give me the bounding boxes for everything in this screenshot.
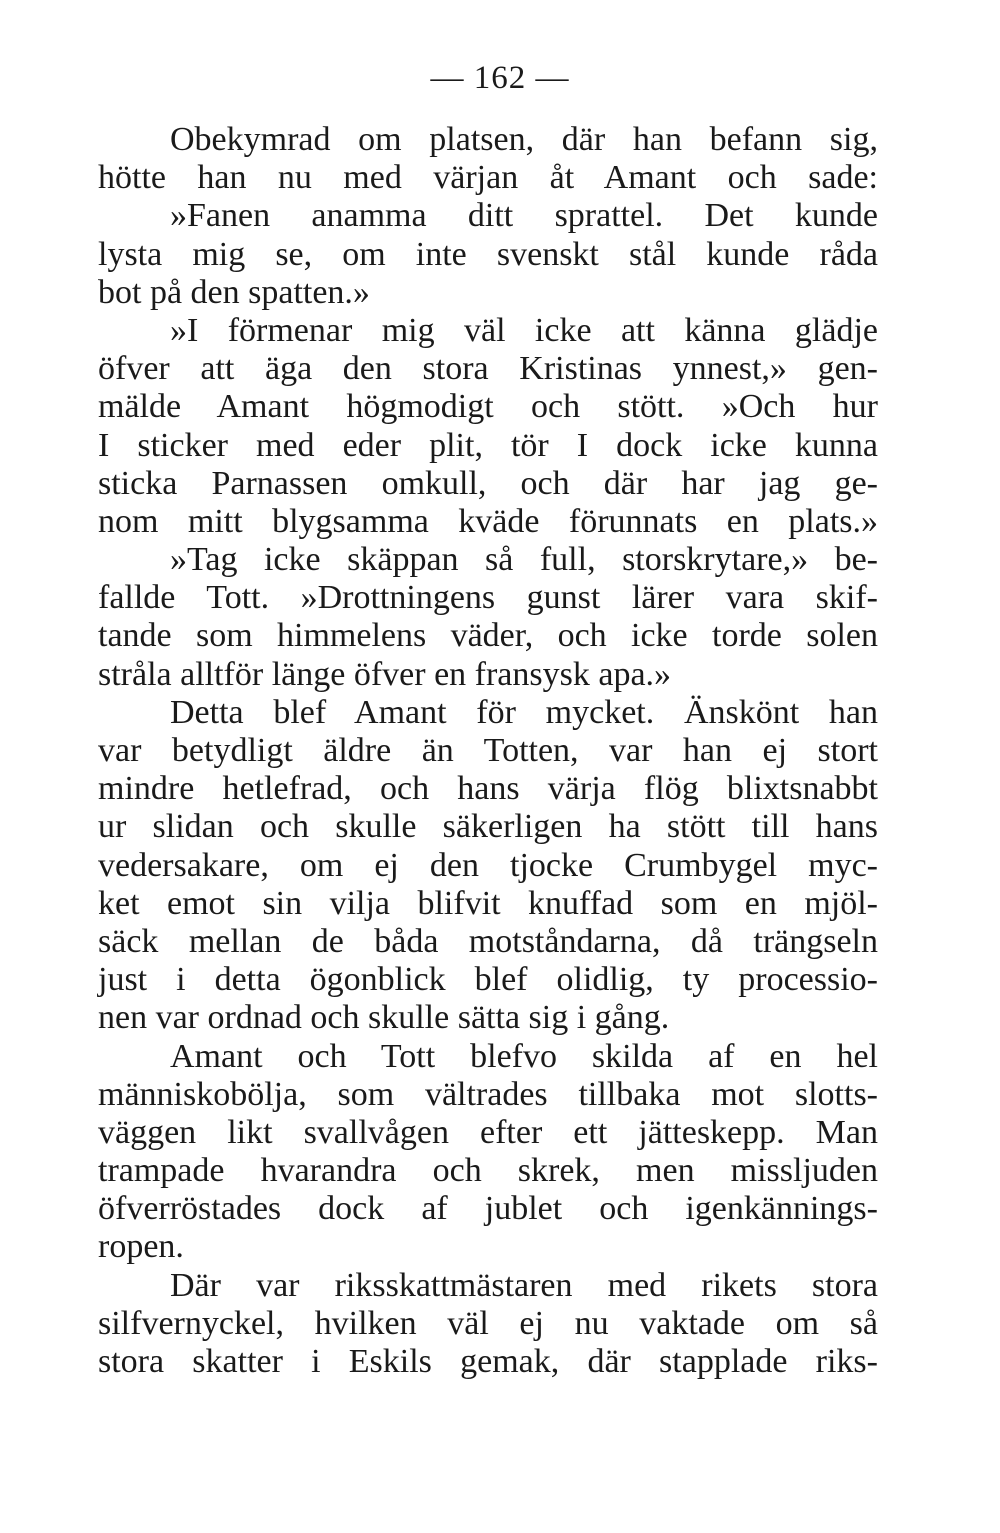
text-line: mindre hetlefrad, och hans värja flög blixtsnabbt (98, 770, 878, 808)
text-line: Där var riksskattmästaren med rikets stora (170, 1266, 878, 1304)
text-line: människobölja, som vältrades tillbaka mot slotts- (98, 1075, 878, 1113)
text-line: ropen. (98, 1228, 184, 1266)
text-line: Obekymrad om platsen, där han befann sig, (170, 121, 878, 158)
text-line: ur slidan och skulle säkerligen ha stött till hans (98, 808, 878, 846)
text-line: Amant och Tott blefvo skilda af en hel (170, 1037, 878, 1075)
text-line: var betydligt äldre än Totten, var han ej stort (98, 732, 878, 769)
body-text (98, 121, 878, 1381)
text-line: Detta blef Amant för mycket. Änskönt han (170, 693, 878, 731)
text-line: vedersakare, om ej den tjocke Crumbygel myc- (98, 846, 878, 884)
text-line: bot på den spatten.» (98, 273, 370, 311)
text-line: väggen likt svallvågen efter ett jätteskepp. Man (98, 1113, 878, 1151)
text-line: nen var ordnad och skulle sätta sig i gång. (98, 999, 670, 1037)
text-line: stora skatter i Eskils gemak, där stapplade riks- (98, 1343, 878, 1380)
text-line: sticka Parnassen omkull, och där har jag ge- (98, 464, 878, 502)
text-line: öfverröstades dock af jublet och igenkännings- (98, 1190, 878, 1228)
text-line: just i detta ögonblick blef olidlig, ty processio- (98, 961, 878, 999)
text-line: mälde Amant högmodigt och stött. »Och hur (98, 388, 878, 426)
text-line: ket emot sin vilja blifvit knuffad som en mjöl- (98, 884, 878, 922)
text-line: »Tag icke skäppan så full, storskrytare,» be- (170, 541, 878, 579)
page-number: — 162 — (430, 60, 570, 96)
text-line: silfvernyckel, hvilken väl ej nu vaktade om så (98, 1304, 878, 1342)
text-line: I sticker med eder plit, tör I dock icke kunna (98, 426, 878, 464)
text-line: öfver att äga den stora Kristinas ynnest,» gen- (98, 350, 878, 388)
text-line: fallde Tott. »Drottningens gunst lärer vara skif- (98, 579, 878, 617)
text-line: trampade hvarandra och skrek, men missljuden (98, 1152, 878, 1190)
text-line: »I förmenar mig väl icke att känna glädje (170, 311, 878, 349)
text-line: säck mellan de båda motståndarna, då trängseln (98, 922, 878, 960)
text-line: »Fanen anamma ditt sprattel. Det kunde (170, 197, 878, 235)
text-line: stråla alltför länge öfver en fransysk apa.» (98, 655, 672, 693)
text-line: lysta mig se, om inte svenskt stål kunde råda (98, 235, 878, 273)
text-line: tande som himmelens väder, och icke torde solen (98, 617, 878, 655)
text-line: hötte han nu med värjan åt Amant och sade: (98, 159, 878, 197)
text-line: nom mitt blygsamma kväde förunnats en plats.» (98, 502, 878, 540)
